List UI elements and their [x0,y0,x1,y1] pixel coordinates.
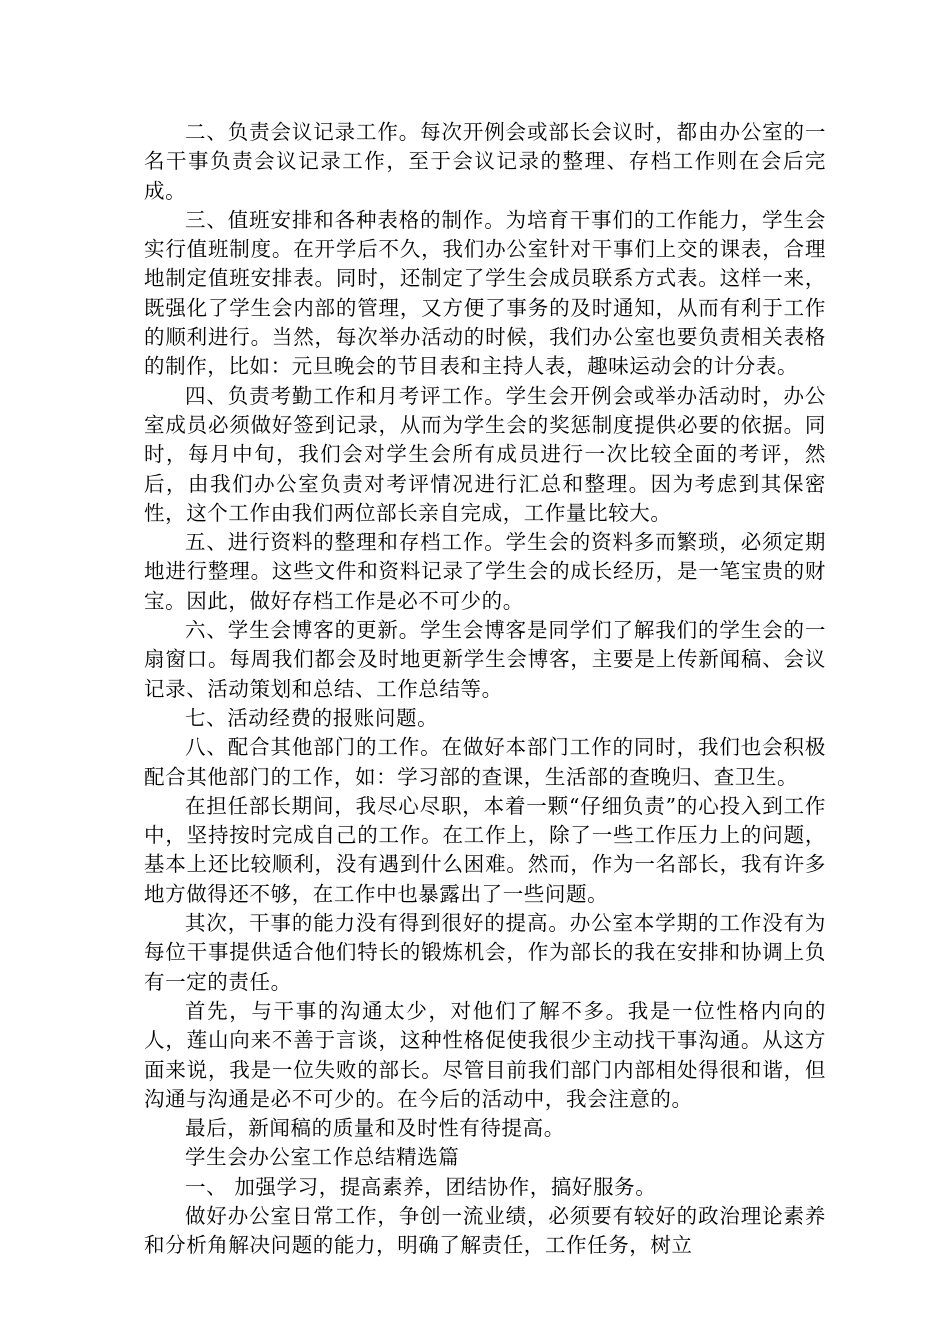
paragraph-attendance: 四、负责考勤工作和月考评工作。学生会开例会或举办活动时，办公室成员必须做好签到记录，从而为学生会的奖惩制度提供必要的依据。同时，每月中旬，我们会对学生会所有成员进行一次比较全面的考评，然后，由我们办公室负责对考评情况进行汇总和整理。因为考虑到其保密性，这个工作由我们两位部长亲自完成，工作量比较大。 [144,383,826,525]
paragraph-blog: 六、学生会博客的更新。学生会博客是同学们了解我们的学生会的一扇窗口。每周我们都会及时地更新学生会博客，主要是上传新闻稿、会议记录、活动策划和总结、工作总结等。 [144,618,826,701]
paragraph-expenses: 七、活动经费的报账问题。 [185,705,439,730]
section-item-one: 一、 加强学习，提高素养，团结协作，搞好服务。 [185,1174,657,1199]
paragraph-duty-schedule: 三、值班安排和各种表格的制作。为培育干事们的工作能力，学生会实行值班制度。在开学后不久，我们办公室针对干事们上交的课表，合理地制定值班安排表。同时，还制定了学生会成员联系方式表。这样一来，既强化了学生会内部的管理，又方便了事务的及时通知，从而有利于工作的顺利进行。当然，每次举办活动的时候，我们办公室也要负责相关表格的制作，比如：元旦晚会的节目表和主持人表，趣味运动会的计分表。 [144,207,826,379]
paragraph-second: 其次，干事的能力没有得到很好的提高。办公室本学期的工作没有为每位干事提供适合他们特长的锻炼机会，作为部长的我在安排和协调上负有一定的责任。 [144,911,826,994]
paragraph-last: 最后，新闻稿的质量和及时性有待提高。 [185,1116,565,1141]
paragraph-first: 首先，与干事的沟通太少，对他们了解不多。我是一位性格内向的人，莲山向来不善于言谈，这种性格促使我很少主动找干事沟通。从这方面来说，我是一位失败的部长。尽管目前我们部门内部相处得很和谐，但沟通与沟通是必不可少的。在今后的活动中，我会注意的。 [144,998,826,1111]
paragraph-cooperation: 八、配合其他部门的工作。在做好本部门工作的同时，我们也会积极配合其他部门的工作，如：学习部的查课，生活部的查晚归、查卫生。 [144,735,826,789]
paragraph-tenure: 在担任部长期间，我尽心尽职，本着一颗“仔细负责”的心投入到工作中，坚持按时完成自己的工作。在工作上，除了一些工作压力上的问题，基本上还比较顺利，没有遇到什么困难。然而，作为一名部长，我有许多地方做得还不够，在工作中也暴露出了一些问题。 [144,793,826,906]
paragraph-daily-work: 做好办公室日常工作，争创一流业绩，必须要有较好的政治理论素养和分析角解决问题的能力，明确了解责任，工作任务，树立 [144,1203,826,1258]
paragraph-archiving: 五、进行资料的整理和存档工作。学生会的资料多而繁琐，必须定期地进行整理。这些文件和资料记录了学生会的成长经历，是一笔宝贵的财宝。因此，做好存档工作是必不可少的。 [144,530,826,613]
section-heading: 学生会办公室工作总结精选篇 [185,1145,460,1170]
paragraph-meeting-records: 二、负责会议记录工作。每次开例会或部长会议时，都由办公室的一名干事负责会议记录工作，至于会议记录的整理、存档工作则在会后完成。 [144,120,826,203]
document-body [144,118,826,1261]
